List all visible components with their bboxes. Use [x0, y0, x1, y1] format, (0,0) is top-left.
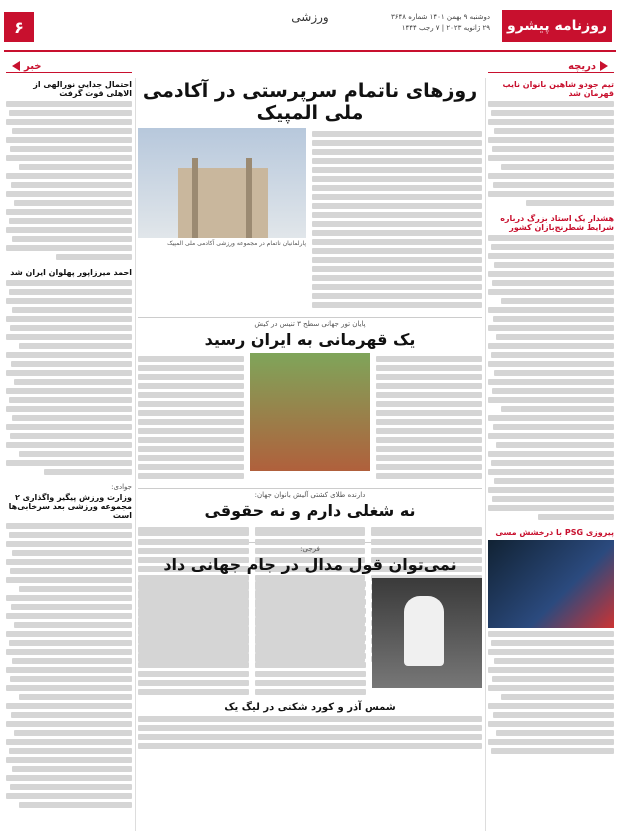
- header-divider: [4, 50, 616, 52]
- left-column-label-text: خبر: [24, 60, 42, 72]
- story-kicker: فرجی:: [300, 545, 320, 553]
- right-column-rule: [488, 72, 614, 73]
- fencing-body: [138, 578, 249, 698]
- tennis-body: [376, 353, 482, 482]
- story-body: [488, 235, 614, 520]
- date-line: [391, 12, 490, 34]
- story-title[interactable]: پیروزی PSG با درخشش مسی: [495, 528, 614, 537]
- page-number: ۶: [4, 12, 34, 42]
- lead-headline[interactable]: روزهای ناتمام سرپرستی در آکادمی ملی المپیک: [142, 80, 478, 124]
- story-title[interactable]: هشدار یک استاد بزرگ درباره شرایط شطرنج‌بازان کشور: [500, 214, 614, 232]
- story-body: [6, 101, 132, 260]
- fencing-headline[interactable]: نمی‌توان قول مدال در جام جهانی داد: [163, 555, 457, 574]
- lead-body: [312, 128, 482, 311]
- story-body: [6, 523, 132, 808]
- right-column: [488, 78, 614, 831]
- bottom-headline[interactable]: شمس آذر و کورد شکنی در لیگ یک: [224, 702, 396, 713]
- story-title[interactable]: احتمال جدایی نورالهی از الاهلی قوت گرفت: [33, 80, 132, 98]
- arrow-icon: [12, 61, 20, 71]
- tennis-body: [138, 353, 244, 482]
- story-body: [6, 280, 132, 475]
- story-kicker: پایان تور جهانی سطح ۳ تنیس در کیش: [254, 320, 366, 328]
- wushu-headline[interactable]: نه شغلی دارم و نه حقوقی: [204, 501, 416, 520]
- story-kicker: جوادی:: [111, 483, 132, 491]
- date-line-1: دوشنبه ۹ بهمن ۱۴۰۱ شماره ۳۶۴۸: [391, 13, 490, 21]
- section-title: ورزشی: [291, 10, 329, 24]
- olympic-academy-photo: [138, 128, 306, 238]
- story-body: [488, 631, 614, 754]
- tennis-players-photo: [250, 353, 370, 471]
- arrow-icon: [600, 61, 608, 71]
- right-column-label-text: دریچه: [568, 60, 596, 72]
- page-header: [0, 0, 620, 56]
- story-title[interactable]: تیم جودو شاهین بانوان نایب قهرمان شد: [502, 80, 614, 98]
- photo-caption: پارلمانیان ناتمام در مجموعه ورزشی آکادمی ملی المپیک: [167, 240, 306, 247]
- tennis-headline[interactable]: یک قهرمانی به ایران رسید: [204, 330, 416, 349]
- bottom-body: [138, 716, 482, 749]
- story-body: [488, 101, 614, 206]
- story-kicker: دارنده طلای کشتی آلیش بانوان جهان:: [254, 491, 366, 499]
- date-line-2: ۲۹ ژانویه ۲۰۲۳ | ۷ رجب ۱۴۴۴: [401, 24, 490, 32]
- fencer-photo: [372, 578, 482, 688]
- left-column-rule: [6, 72, 132, 73]
- column-divider: [485, 78, 486, 831]
- main-column: [138, 78, 482, 831]
- fencing-body: [255, 578, 366, 698]
- messi-photo: [488, 540, 614, 628]
- wushu-body: [138, 524, 482, 536]
- story-title[interactable]: وزارت ورزش پیگیر واگذاری ۲ مجموعه ورزشی بعد سرخابی‌ها است: [8, 493, 132, 520]
- left-column: [6, 78, 132, 831]
- story-title[interactable]: احمد میرزاپور پهلوان ایران شد: [10, 268, 132, 277]
- column-divider: [135, 78, 136, 831]
- masthead-logo: روزنامه پیشرو: [502, 10, 612, 42]
